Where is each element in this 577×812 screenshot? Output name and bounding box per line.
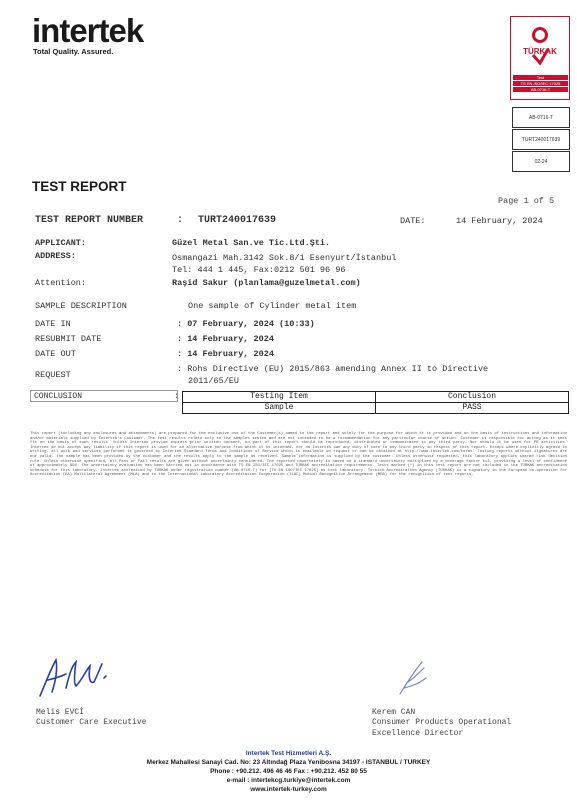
conclusion-label: CONCLUSION: [34, 392, 83, 401]
date-in-label: DATE IN: [35, 319, 71, 329]
cell-testing-item: Sample: [183, 403, 376, 414]
badge-name: TÜRKAK: [523, 47, 557, 56]
conclusion-table: [182, 391, 569, 414]
page-number: Page 1 of 5: [498, 196, 555, 206]
signatory1-name: Melis EVCİ: [36, 708, 85, 717]
page-title: TEST REPORT: [32, 179, 127, 194]
header-testing-item: Testing Item: [183, 392, 376, 403]
badge-test-label: Test: [513, 75, 568, 80]
signature-kerem-icon: [396, 658, 430, 698]
sample-description-label: SAMPLE DESCRIPTION: [35, 301, 127, 311]
resubmit-date-value: : 14 February, 2024: [177, 334, 274, 344]
table-header-row: [183, 392, 569, 403]
request-line1: : Rohs Directive (EU) 2015/863 amending Annex II to Directive: [177, 364, 489, 374]
logo-tagline: Total Quality. Assured.: [33, 47, 114, 56]
badge-standard: TS EN ISO/IEC 17025: [513, 81, 568, 86]
date-out-value: : 14 February, 2024: [177, 349, 274, 359]
signatory2-name: Kerem CAN: [372, 708, 416, 717]
attention-value: Raşid Sakur (planlama@guzelmetal.com): [172, 278, 361, 288]
turkak-seal-icon: [515, 21, 565, 71]
report-number: TURT240017639: [198, 215, 277, 226]
footer-company: Intertek Test Hizmetleri A.Ş.: [245, 750, 332, 757]
header-conclusion: Conclusion: [376, 392, 569, 403]
accreditation-code-box: AB-0716-T: [512, 107, 570, 128]
footer-address: Merkez Mahallesi Sanayi Cad. No: 23 Altındağ Plaza Yenibosna 34197 - ISTANBUL / TURKEY: [146, 759, 431, 766]
signatory2-title-line2: Excellence Director: [372, 729, 464, 738]
disclaimer-text: This report (including any enclosures and attachments) are prepared for the exclusive use of the Customer(s) named in the report and solely for the purpose for which it is provided and on the basis of instructions and information and/or materials supplied by Intertek's Customer. The test results relate only to the samples tested and are not intended to be a recommendation for any particular course of action. Customer is responsible for acting as it sees fit on the basis of such results. Unless Intertek provide express prior written consent, no part of this report should be reproduced, distributed or communicated to any third party. Nor should it be used for PR activities. Intertek do not accept any liability if this report is used for an alternative purpose from which it is intended, nor do Intertek owe any duty of care to any third party in respect of this report. Except where explicitly agreed in writing, all work and services performed is governed by Intertek Standard Terms and Conditions of Service which is available on request or can be obtained at http://www.intertek.com/terms. Testing reports without signatures are not valid. The sample has been provided by the customer and the results apply to the sample as received. Sample information is supplied by the customer. Unless otherwise requested, this laboratory applies shared risk decision rule. Unless otherwise specified, all Pass or Fail results are given without uncertainty considered. The reported uncertainty is based on a standard uncertainty multiplied by a coverage factor k=2, providing a level of confidence of approximately 95%. The uncertainty evaluation has been carried out in accordance with TS EN ISO/IEC 17025 and TÜRKAK accreditation requirements. Tests marked (*) in this test report are not included in the TÜRKAK accreditation schedule for this laboratory. Intertek accredited by TÜRKAK under registration number (AB-0716-T) for [TS EN ISO/IEC 17025] as test laboratory. Turkish Accreditation Agency (TÜRKAK) is a signatory in the European co-operation for Accreditation (EA) Multilateral Agreement (MLA) and to the International Laboratory Accreditation Cooperation (ILAC) Mutual Recognition Arrangement (MRA) for the recognition of test reports.: [30, 432, 567, 478]
address-line1: Osmangazi Mah.3142 Sok.8/1 Esenyurt/İstanbul: [172, 253, 397, 263]
badge-code: AB-0716-T: [513, 87, 568, 92]
applicant-name: Güzel Metal San.ve Tic.Ltd.Şti.: [172, 238, 331, 248]
footer-phone: Phone : +90.212. 496 46 46 Fax : +90.212. 452 80 55: [210, 768, 367, 775]
resubmit-date-label: RESUBMIT DATE: [35, 334, 102, 344]
address-label: ADDRESS:: [35, 251, 76, 261]
conclusion-sep: :: [174, 392, 179, 401]
attention-label: Attention:: [35, 278, 87, 288]
date-in-value: : 07 February, 2024 (10:33): [177, 319, 315, 329]
signatory1-title: Customer Care Executive: [36, 718, 147, 727]
sample-description: One sample of Cylinder metal item: [188, 301, 357, 311]
report-date: 14 February, 2024: [456, 216, 543, 226]
applicant-label: APPLICANT:: [35, 238, 87, 248]
report-code-box: TURT240017639: [512, 129, 570, 150]
report-number-sep: :: [177, 215, 184, 226]
turkak-accreditation-badge: [510, 16, 570, 100]
date-out-label: DATE OUT: [35, 349, 76, 359]
signatory2-title-line1: Consumer Products Operational: [372, 718, 512, 727]
date-code-box: 02-24: [512, 151, 570, 172]
request-line2: 2011/65/EU: [188, 376, 240, 386]
signature-melis-icon: [36, 652, 116, 700]
report-date-label: DATE:: [400, 216, 426, 226]
report-number-label: TEST REPORT NUMBER: [35, 215, 144, 226]
footer-email: e-mail : intertekcg.turkiye@intertek.com: [226, 777, 351, 784]
footer-website: www.intertek-turkey.com: [250, 786, 327, 793]
table-row: [183, 403, 569, 414]
cell-conclusion: PASS: [376, 403, 569, 414]
intertek-logo: intertek: [32, 12, 144, 49]
request-label: REQUEST: [35, 370, 71, 380]
address-line2: Tel: 444 1 445, Fax:0212 501 96 96: [172, 265, 346, 275]
